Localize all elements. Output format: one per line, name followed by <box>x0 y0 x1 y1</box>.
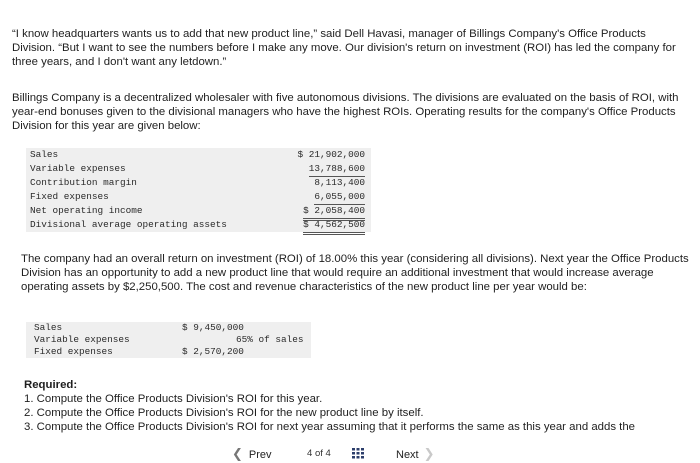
row-label: Net operating income <box>30 205 143 216</box>
table-row <box>26 204 371 218</box>
table-row <box>26 148 371 162</box>
prev-label: Prev <box>248 449 272 461</box>
row-value: 13,788,600 <box>309 162 365 177</box>
table-row <box>26 346 311 358</box>
chevron-right-icon: ❯ <box>423 446 435 461</box>
table-row <box>26 218 371 232</box>
investment-paragraph: The company had an overall return on investment (ROI) of 18.00% this year (considering all divisions). Next year the Office Products Division has an opportunity to add a new product line that would require an additional investment that would increase average operating assets by $2,250,500. The cost and revenue characteristics of the new product line per year would be: <box>21 253 689 293</box>
next-label: Next <box>396 449 419 461</box>
row-value: $ 2,570,200 <box>182 346 244 357</box>
grid-icon[interactable] <box>352 448 364 459</box>
row-value: 65% of sales <box>236 334 304 345</box>
row-value: $ 21,902,000 <box>297 149 365 160</box>
row-label: Variable expenses <box>30 163 126 174</box>
intro-paragraph-2: Billings Company is a decentralized wholesaler with five autonomous divisions. The divisions are evaluated on the basis of ROI, with year-end bonuses given to the divisional managers who have the highest ROIs. Operating results for the company's Office Products Division for this year are given below: <box>12 92 679 132</box>
row-label: Divisional average operating assets <box>30 219 227 230</box>
chevron-left-icon: ❮ <box>232 446 243 461</box>
row-value: 6,055,000 <box>314 190 365 205</box>
next-button[interactable] <box>396 446 435 463</box>
intro-paragraph-1: “I know headquarters wants us to add that new product line,” said Dell Havasi, manager of Billings Company's Office Products Division. “But I want to see the numbers before I make any move. Our division's return on investment (ROI) has led the company for three years, and I don't want any letdown.” <box>12 28 676 68</box>
required-item: 1. Compute the Office Products Division's ROI for this year. <box>24 393 323 405</box>
row-label: Sales <box>30 149 59 160</box>
row-label: Sales <box>34 322 63 333</box>
required-title: Required: <box>24 379 78 391</box>
row-label: Fixed expenses <box>34 346 113 357</box>
page-indicator <box>307 446 331 461</box>
new-product-line-table <box>26 322 311 358</box>
page-current: 4 <box>307 448 313 459</box>
row-value: 8,113,400 <box>314 177 365 188</box>
row-value: $ 2,058,400 <box>303 204 365 221</box>
table-row <box>26 190 371 204</box>
table-row <box>26 176 371 190</box>
required-item: 2. Compute the Office Products Division's ROI for the new product line by itself. <box>24 407 424 419</box>
pagination-bar <box>0 446 700 461</box>
operating-results-table <box>26 148 371 232</box>
required-item: 3. Compute the Office Products Division's ROI for next year assuming that it performs the same as this year and adds the <box>24 421 636 433</box>
row-label: Contribution margin <box>30 177 137 188</box>
row-label: Variable expenses <box>34 334 130 345</box>
table-row <box>26 334 311 346</box>
row-value: $ 9,450,000 <box>182 322 244 333</box>
page-of: of <box>314 448 323 459</box>
row-value: $ 4,562,500 <box>303 218 365 235</box>
table-row <box>26 322 311 334</box>
table-row <box>26 162 371 176</box>
page-total: 4 <box>325 448 331 459</box>
prev-button[interactable] <box>232 446 272 463</box>
required-section <box>24 378 694 434</box>
row-label: Fixed expenses <box>30 191 109 202</box>
